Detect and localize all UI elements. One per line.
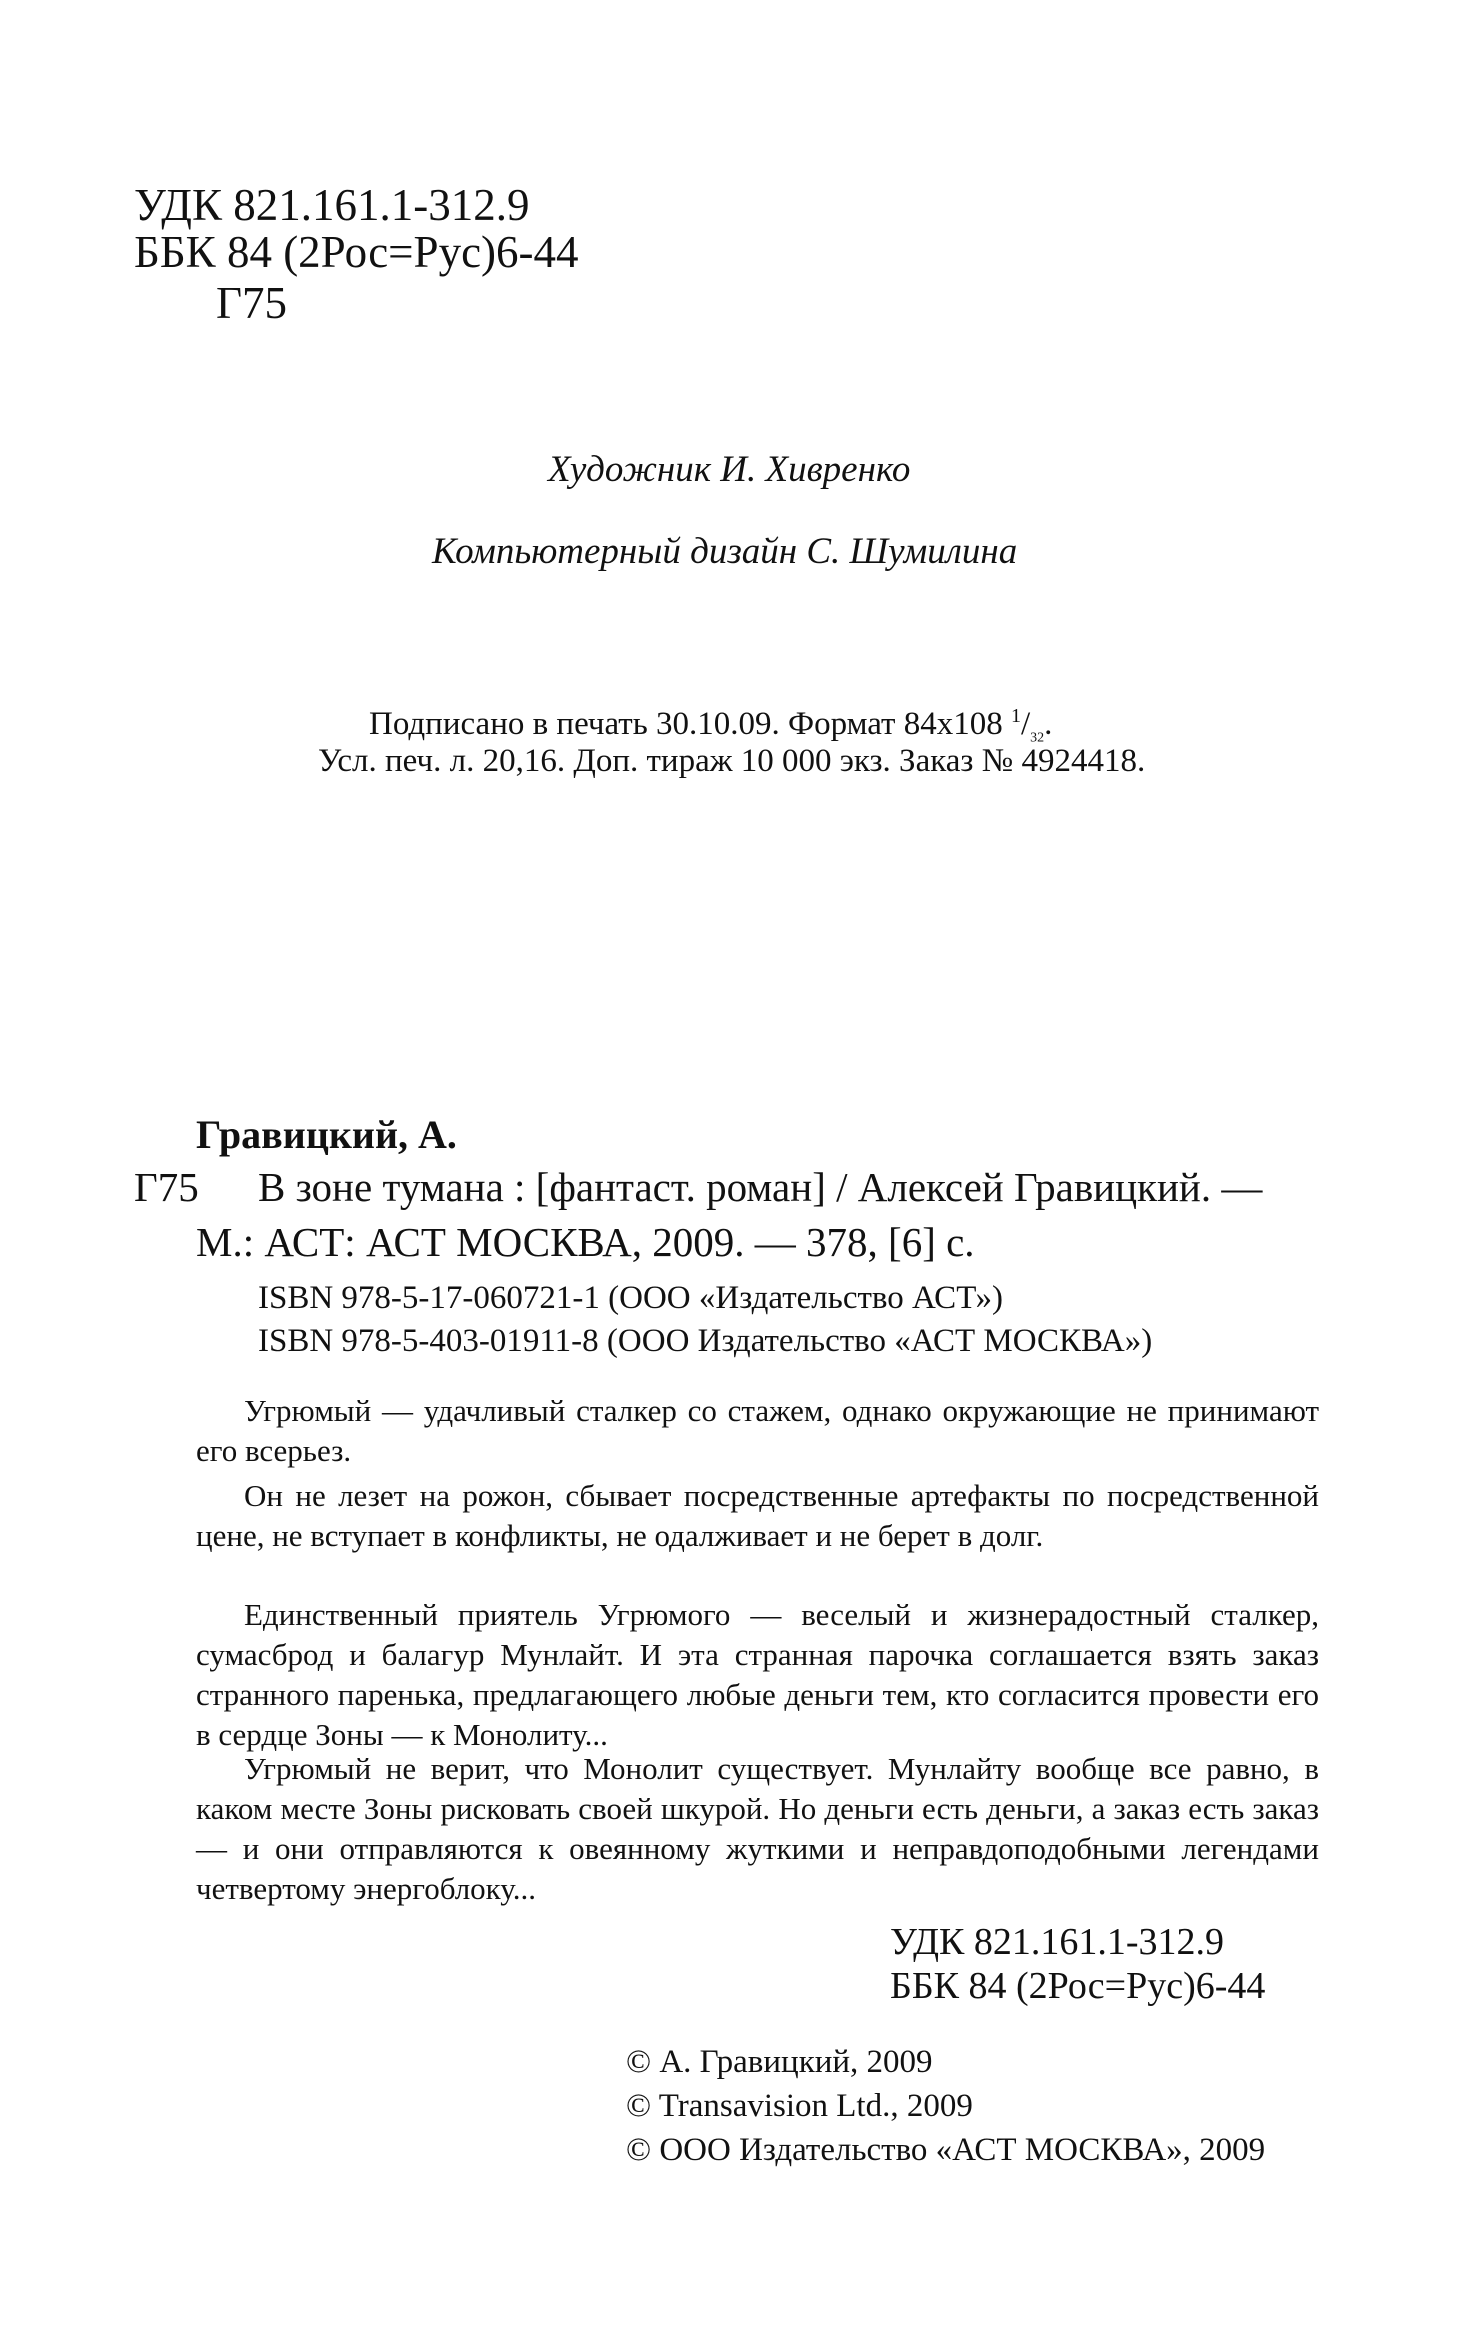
artist-credit: Художник И. Хивренко	[548, 449, 911, 490]
annotation-paragraph-1: Угрюмый — удачливый сталкер со стажем, однако окружающие не принимают его всерьез.	[196, 1393, 1319, 1468]
author-sign-code: Г75	[216, 278, 288, 328]
design-credit: Компьютерный дизайн С. Шумилина	[432, 531, 1018, 572]
isbn-2: ISBN 978-5-403-01911-8 (ООО Издательство «АСТ МОСКВА»)	[258, 1323, 1153, 1359]
print-info-main: Подписано в печать 30.10.09. Формат 84x108	[369, 706, 1003, 742]
catalog-title-line-1: В зоне тумана : [фантаст. роман] / Алексей Гравицкий. —	[258, 1164, 1263, 1210]
bbk-code: ББК 84 (2Рос=Рус)6-44	[134, 227, 579, 277]
annotation-paragraph-2: Он не лезет на рожон, сбывает посредственные артефакты по посредственной цене, не вступает в конфликты, не одалживает и не берет в долг.	[196, 1478, 1319, 1553]
copyright-transavision: © Transavision Ltd., 2009	[626, 2088, 973, 2124]
catalog-code: Г75	[134, 1164, 199, 1210]
isbn-1: ISBN 978-5-17-060721-1 (ООО «Издательство АСТ»)	[258, 1280, 1003, 1316]
annotation-paragraph-3: Единственный приятель Угрюмого — веселый и жизнерадостный сталкер, сумасброд и балагур Мунлайт. И эта странная парочка соглашается взять заказ странного паренька, предлагающего любые деньги тем, кто согласится провести его в сердце Зоны — к Монолиту...	[196, 1597, 1319, 1752]
copyright-publisher: © ООО Издательство «АСТ МОСКВА», 2009	[626, 2132, 1266, 2168]
catalog-author: Гравицкий, А.	[196, 1112, 457, 1157]
footer-udk-code: УДК 821.161.1-312.9	[890, 1921, 1224, 1963]
annotation-paragraph-4: Угрюмый не верит, что Монолит существует. Мунлайту вообще все равно, в каком месте Зоны рисковать своей шкурой. Но деньги есть деньги, а заказ есть заказ — и они отправляются к овеянному жуткими и неправдоподобными легендами четвертому энергоблоку...	[196, 1751, 1319, 1906]
footer-bbk-code: ББК 84 (2Рос=Рус)6-44	[890, 1965, 1266, 2007]
format-fraction: $^1/_{32}$	[1010, 705, 1045, 746]
format-fraction-numerator: 1	[1010, 705, 1021, 727]
catalog-title-line-2: М.: АСТ: АСТ МОСКВА, 2009. — 378, [6] с.	[196, 1219, 975, 1265]
print-info-end: .	[1044, 706, 1053, 742]
udk-code: УДК 821.161.1-312.9	[134, 180, 530, 230]
print-info-line-1	[369, 706, 1052, 746]
copyright-author: © А. Гравицкий, 2009	[626, 2044, 933, 2080]
print-info-line-2: Усл. печ. л. 20,16. Доп. тираж 10 000 экз. Заказ № 4924418.	[318, 743, 1146, 779]
format-fraction-denominator: 32	[1030, 730, 1045, 746]
